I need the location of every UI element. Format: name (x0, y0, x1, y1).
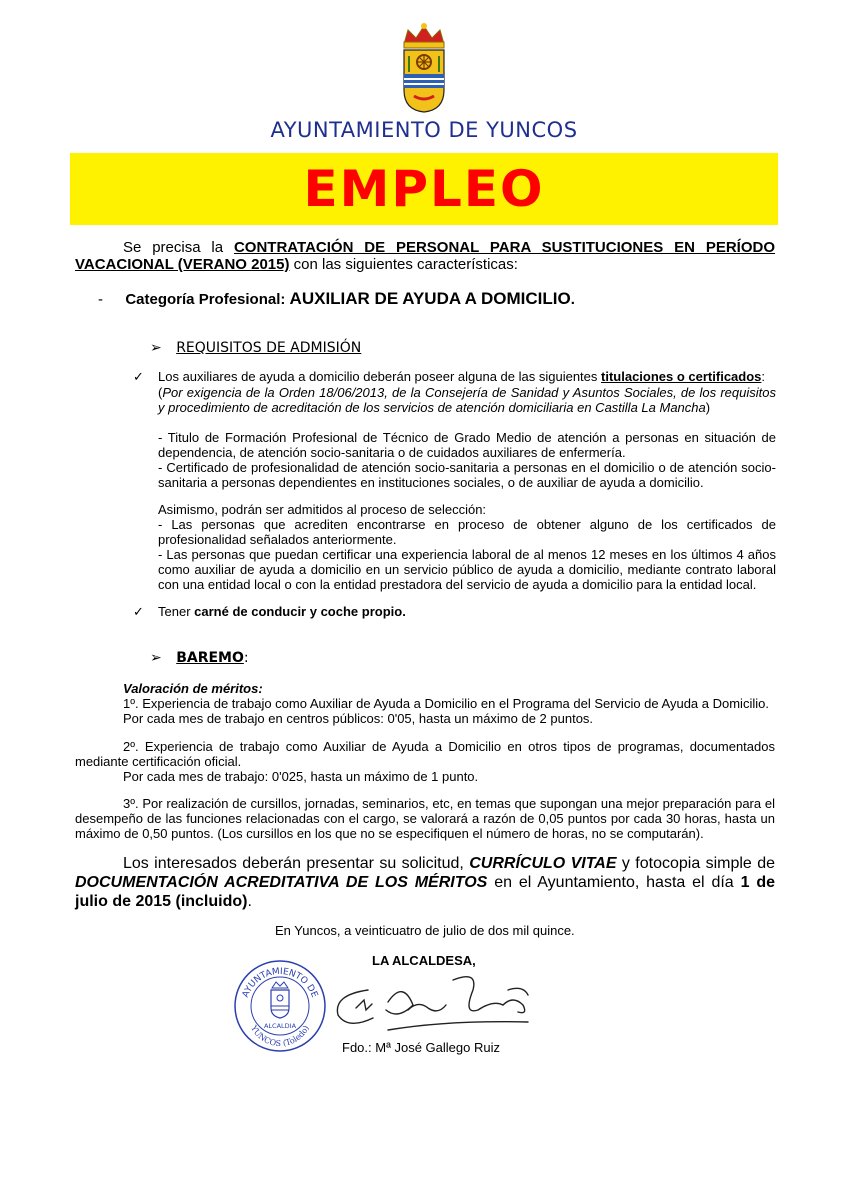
banner-title: EMPLEO (303, 160, 545, 218)
stamp-center-text: ALCALDIA (263, 1022, 297, 1030)
submission-paragraph (75, 854, 775, 911)
check-icon: ✓ (133, 604, 144, 619)
category-dash: - (98, 291, 103, 308)
baremo-colon: : (243, 650, 249, 666)
category-period: . (570, 291, 575, 308)
list-item: - Certificado de profesionalidad de atención socio-sanitaria a personas en el domicilio o de atención socio-sanitaria a personas dependientes en instituciones sociales, o de auxiliar de ayuda a domicilio. (158, 460, 776, 490)
requirements-title: REQUISITOS DE ADMISIÓN (176, 340, 362, 356)
employment-banner (70, 153, 778, 225)
mayor-title: LA ALCALDESA, (372, 953, 476, 968)
signed-by: Fdo.: Mª José Gallego Ruiz (342, 1040, 500, 1055)
place-date: En Yuncos, a veinticuatro de julio de dos mil quince. (275, 923, 575, 938)
order-paren-open: ( (158, 385, 163, 400)
requirement-1-bold: titulaciones o certificados (601, 369, 762, 384)
baremo-title: BAREMO (176, 650, 244, 666)
merit-1-score: Por cada mes de trabajo en centros públicos: 0'05, hasta un máximo de 2 puntos. (123, 711, 594, 726)
intro-paragraph (75, 239, 775, 273)
intro-contract: CONTRATACIÓN DE PERSONAL PARA SUSTITUCIONES EN PERÍODO VACACIONAL (VERANO 2015) (75, 239, 775, 273)
submission-lead: Los interesados deberán presentar su solicitud, (123, 855, 470, 872)
requirement-2-lead: Tener (158, 604, 195, 619)
submission-cv: CURRÍCULO VITAE (469, 855, 617, 872)
stamp-bottom-text: YUNCOS (Toledo) (249, 1023, 311, 1049)
order-reference-text: Por exigencia de la Orden 18/06/2013, de la Consejería de Sanidad y Asuntos Sociales, de los requisitos y procedimiento de acreditación de los servicios de atención domiciliaria en Castilla La Mancha (158, 385, 776, 415)
baremo-heading (150, 649, 249, 667)
also-admitted-title: Asimismo, podrán ser admitidos al proceso de selección: (158, 502, 487, 517)
official-stamp (232, 958, 328, 1054)
town-name: AYUNTAMIENTO DE YUNCOS (270, 118, 578, 142)
order-reference (158, 385, 776, 415)
category-value: AUXILIAR DE AYUDA A DOMICILIO (289, 289, 571, 308)
merit-3: 3º. Por realización de cursillos, jornadas, seminarios, etc, en temas que supongan una mejor preparación para el desempeño de las funciones relacionadas con el cargo, se valorará a razón de 0,05 puntos por cada 30 horas, hasta un máximo de 0,50 puntos. (Los cursillos en los que no se especifiquen el número de horas, no se computarán). (75, 796, 775, 841)
submission-mid2: en el Ayuntamiento, hasta el día (487, 874, 741, 891)
submission-deadline: 1 de julio de 2015 (incluido) (75, 874, 776, 910)
qualification-list (158, 430, 776, 490)
svg-text:AYUNTAMIENTO DE (241, 967, 319, 999)
intro-tail: con las siguientes características: (289, 256, 518, 273)
merit-2: 2º. Experiencia de trabajo como Auxiliar de Ayuda a Domicilio en otros tipos de programas, documentados mediante certificación oficial. (75, 739, 775, 769)
arrow-icon: ➢ (150, 649, 162, 665)
merit-2-score: Por cada mes de trabajo: 0'025, hasta un máximo de 1 punto. (123, 769, 479, 784)
merits-title: Valoración de méritos: (123, 681, 263, 696)
requirement-2-bold: carné de conducir y coche propio. (194, 604, 406, 619)
category-label: Categoría Profesional: (125, 291, 290, 308)
list-item: - Las personas que acrediten encontrarse en proceso de obtener alguno de los certificados de profesionalidad señalados anteriormente. (158, 517, 776, 547)
stamp-top-text: AYUNTAMIENTO DE (240, 966, 320, 1000)
requirement-item (158, 604, 406, 619)
requirements-heading (150, 339, 361, 357)
submission-docs: DOCUMENTACIÓN ACREDITATIVA DE LOS MÉRITOS (75, 874, 488, 891)
stamp-crest-icon (271, 982, 289, 1018)
submission-mid: y fotocopia simple de (616, 855, 775, 872)
submission-end: . (247, 893, 252, 910)
intro-lead: Se precisa la (123, 239, 234, 256)
check-icon: ✓ (133, 369, 144, 384)
order-paren-close: ) (705, 400, 711, 415)
professional-category (98, 289, 778, 309)
signature (328, 960, 548, 1040)
list-item: - Las personas que puedan certificar una experiencia laboral de al menos 12 meses en los últimos 4 años como auxiliar de ayuda a domicilio en un servicio público de ayuda a domicilio, mediante contrato laboral con una entidad local o con la entidad prestadora del servicio de ayuda a domicilio para la entidad local. (158, 547, 776, 592)
requirement-1-colon: : (761, 369, 766, 384)
list-item: - Titulo de Formación Profesional de Técnico de Grado Medio de atención a personas en situación de dependencia, de atención socio-sanitaria o de cuidados auxiliares de enfermería. (158, 430, 776, 460)
coat-of-arms-icon (398, 22, 450, 114)
requirement-item (158, 369, 776, 384)
merit-1: 1º. Experiencia de trabajo como Auxiliar de Ayuda a Domicilio en el Programa del Servicio de Ayuda a Domicilio. (123, 696, 769, 711)
arrow-icon: ➢ (150, 339, 162, 355)
also-admitted (158, 502, 776, 592)
requirement-1-lead: Los auxiliares de ayuda a domicilio deberán poseer alguna de las siguientes (158, 369, 602, 384)
